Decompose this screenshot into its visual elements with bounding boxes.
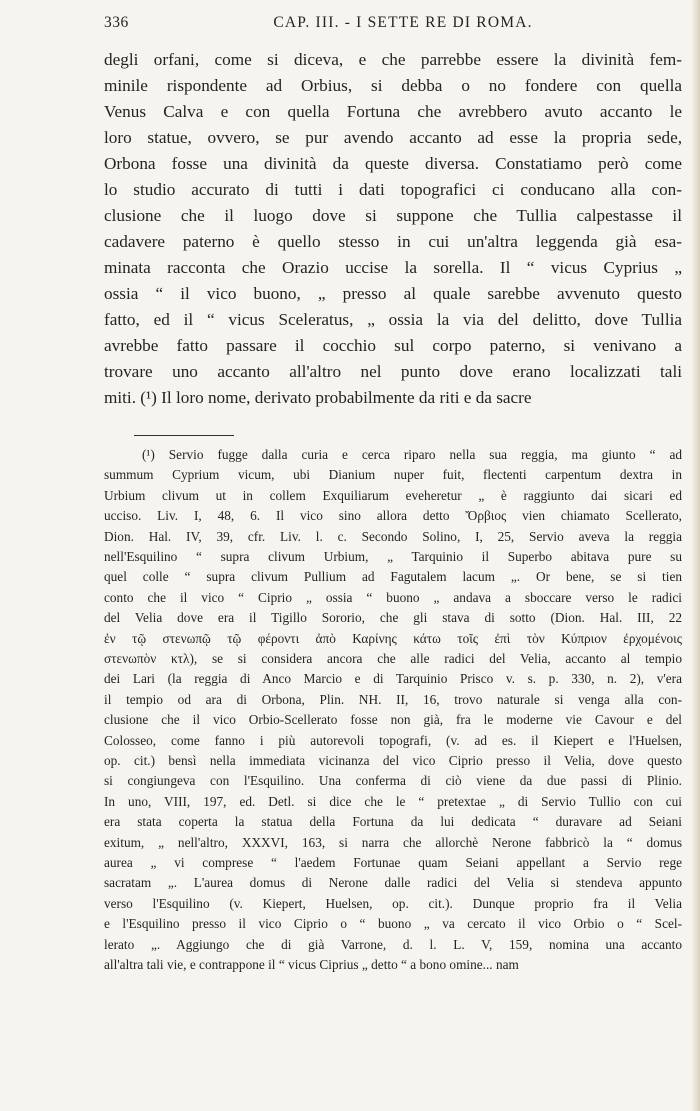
- footnote-line: sacratam „. L'aurea domus di Nerone dalle radici del Velia si stendeva appunto: [104, 875, 682, 891]
- footnote-line: e l'Esquilino presso il vico Ciprio o “ buono „ va cercato il vico Orbio o “ Scel-: [104, 916, 682, 932]
- body-line: ossia “ il vico buono, „ presso al quale sarebbe avvenuto questo: [104, 284, 682, 303]
- body-line: Orbona fosse una divinità da queste diversa. Constatiamo però come: [104, 154, 682, 173]
- footnote-line: Dion. Hal. IV, 39, cfr. Liv. l. c. Secondo Solino, I, 25, Servio aveva la reggia: [104, 528, 682, 544]
- body-line: minata racconta che Orazio uccise la sorella. Il “ vicus Cyprius „: [104, 258, 682, 277]
- footnote-line: clusione che il vico Orbio-Scellerato fosse non già, fra le moderne vie Cavour e del: [104, 712, 682, 728]
- footnote-line: (¹) Servio fugge dalla curia e cerca riparo nella sua reggia, ma giunto “ ad: [142, 447, 682, 462]
- footnote-line: Colosseo, come fanno i più autorevoli topografi, (v. ad es. il Kiepert e l'Huelsen,: [104, 732, 682, 748]
- body-line: lo studio accurato di tutti i dati topografici ci conducano alla con-: [104, 180, 682, 199]
- page-number: 336: [104, 14, 129, 31]
- body-line: cadavere paterno è quello stesso in cui un'altra leggenda già esa-: [104, 232, 682, 251]
- footnote-line: στενωπὸν κτλ), se si considera ancora che alle radici del Velia, accanto al tempio: [104, 651, 682, 666]
- footnote-line: ucciso. Liv. I, 48, 6. Il vico sino allora detto Ὄρβιος vien chiamato Scellerato,: [104, 508, 682, 524]
- footnote-line: In uno, VIII, 197, ed. Detl. si dice che le “ pretextae „ di Servio Tullio con cui: [104, 793, 682, 809]
- footnote-line: summum Cyprium vicum, ubi Dianium nuper fuit, flectenti carpentum dextra in: [104, 467, 682, 483]
- page-header: [104, 14, 682, 40]
- body-line: fatto, ed il “ vicus Sceleratus, „ ossia la via del delitto, dove Tullia: [104, 310, 682, 329]
- footnote-separator: [134, 435, 234, 436]
- footnote-line: op. cit.) bensì nella immediata vicinanza del vico Ciprio presso il Velia, dove questo: [104, 753, 682, 768]
- running-head: CAP. III. - I SETTE RE DI ROMA.: [273, 14, 533, 31]
- body-line: miti. (¹) Il loro nome, derivato probabilmente da riti e da sacre: [104, 388, 532, 407]
- body-line: trovare uno accanto all'altro nel punto dove erano localizzati tali: [104, 362, 682, 381]
- body-line: loro statue, ovvero, se pur avendo accanto ad esse la propria sede,: [104, 128, 682, 147]
- footnote-line: quel colle “ supra clivum Pullium ad Fagutalem lacum „. Or bene, se si tien: [104, 569, 682, 585]
- footnote-line: exitum, „ nell'altro, XXXVI, 163, si narra che allorchè Nerone fabbricò la “ domus: [104, 834, 682, 850]
- footnote-line: nell'Esquilino “ supra clivum Urbium, „ Tarquinio il Superbo abitava pure su: [104, 549, 682, 564]
- footnote-line: si congiungeva con l'Esquilino. Una conferma di ciò viene da due passi di Plinio.: [104, 773, 682, 789]
- page-edge-shadow: [692, 0, 700, 1111]
- footnote-line: era stata coperta la statua della Fortuna da lui dedicata “ duravare ad Seiani: [104, 814, 682, 830]
- body-line: clusione che il luogo dove si suppone che Tullia calpestasse il: [104, 206, 682, 225]
- footnote-line: all'altra tali vie, e contrappone il “ vicus Ciprius „ detto “ a bono omine... nam: [104, 957, 519, 972]
- body-line: minile rispondente ad Orbius, si debba o no fondere con quella: [104, 76, 682, 95]
- body-line: avrebbe fatto passare il cocchio sul corpo paterno, si venivano a: [104, 336, 682, 355]
- footnote-line: aurea „ vi comprese “ l'aedem Fortunae quam Seiani appellant a Servio rege: [104, 855, 682, 870]
- footnote-line: del Velia dove era il Tigillo Sororio, che gli stava di sotto (Dion. Hal. III, 22: [104, 610, 682, 626]
- footnote-line: il tempio od ara di Orbona, Plin. NH. II, 16, trovo naturale si venga alla con-: [104, 691, 682, 707]
- footnote-line: Urbium clivum ut in collem Exquiliarum eveheretur „ è raggiunto dai sicari ed: [104, 487, 682, 503]
- body-line: Venus Calva e con quella Fortuna che avrebbero avuto accanto le: [104, 102, 682, 121]
- footnote-line: verso l'Esquilino (v. Kiepert, Huelsen, op. cit.). Dunque proprio fra il Velia: [104, 895, 682, 911]
- footnote-line: lerato „. Aggiungo che di già Varrone, d. l. L. V, 159, nomina una accanto: [104, 936, 682, 952]
- footnote-line: conto che il vico “ Ciprio „ ossia “ buono „ andava a sboccare verso le radici: [104, 589, 682, 605]
- body-line: degli orfani, come si diceva, e che parrebbe essere la divinità fem-: [104, 50, 682, 69]
- footnote-line: dei Lari (la reggia di Anco Marcio e di Tarquinio Prisco v. s. p. 330, n. 2), v'era: [104, 671, 682, 687]
- footnote-line: ἐν τῷ στενωπῷ τῷ φέροντι ἀπὸ Καρίνης κάτω τοῖς ἐπὶ τὸν Κύπριον ἐρχομένοις: [104, 630, 682, 646]
